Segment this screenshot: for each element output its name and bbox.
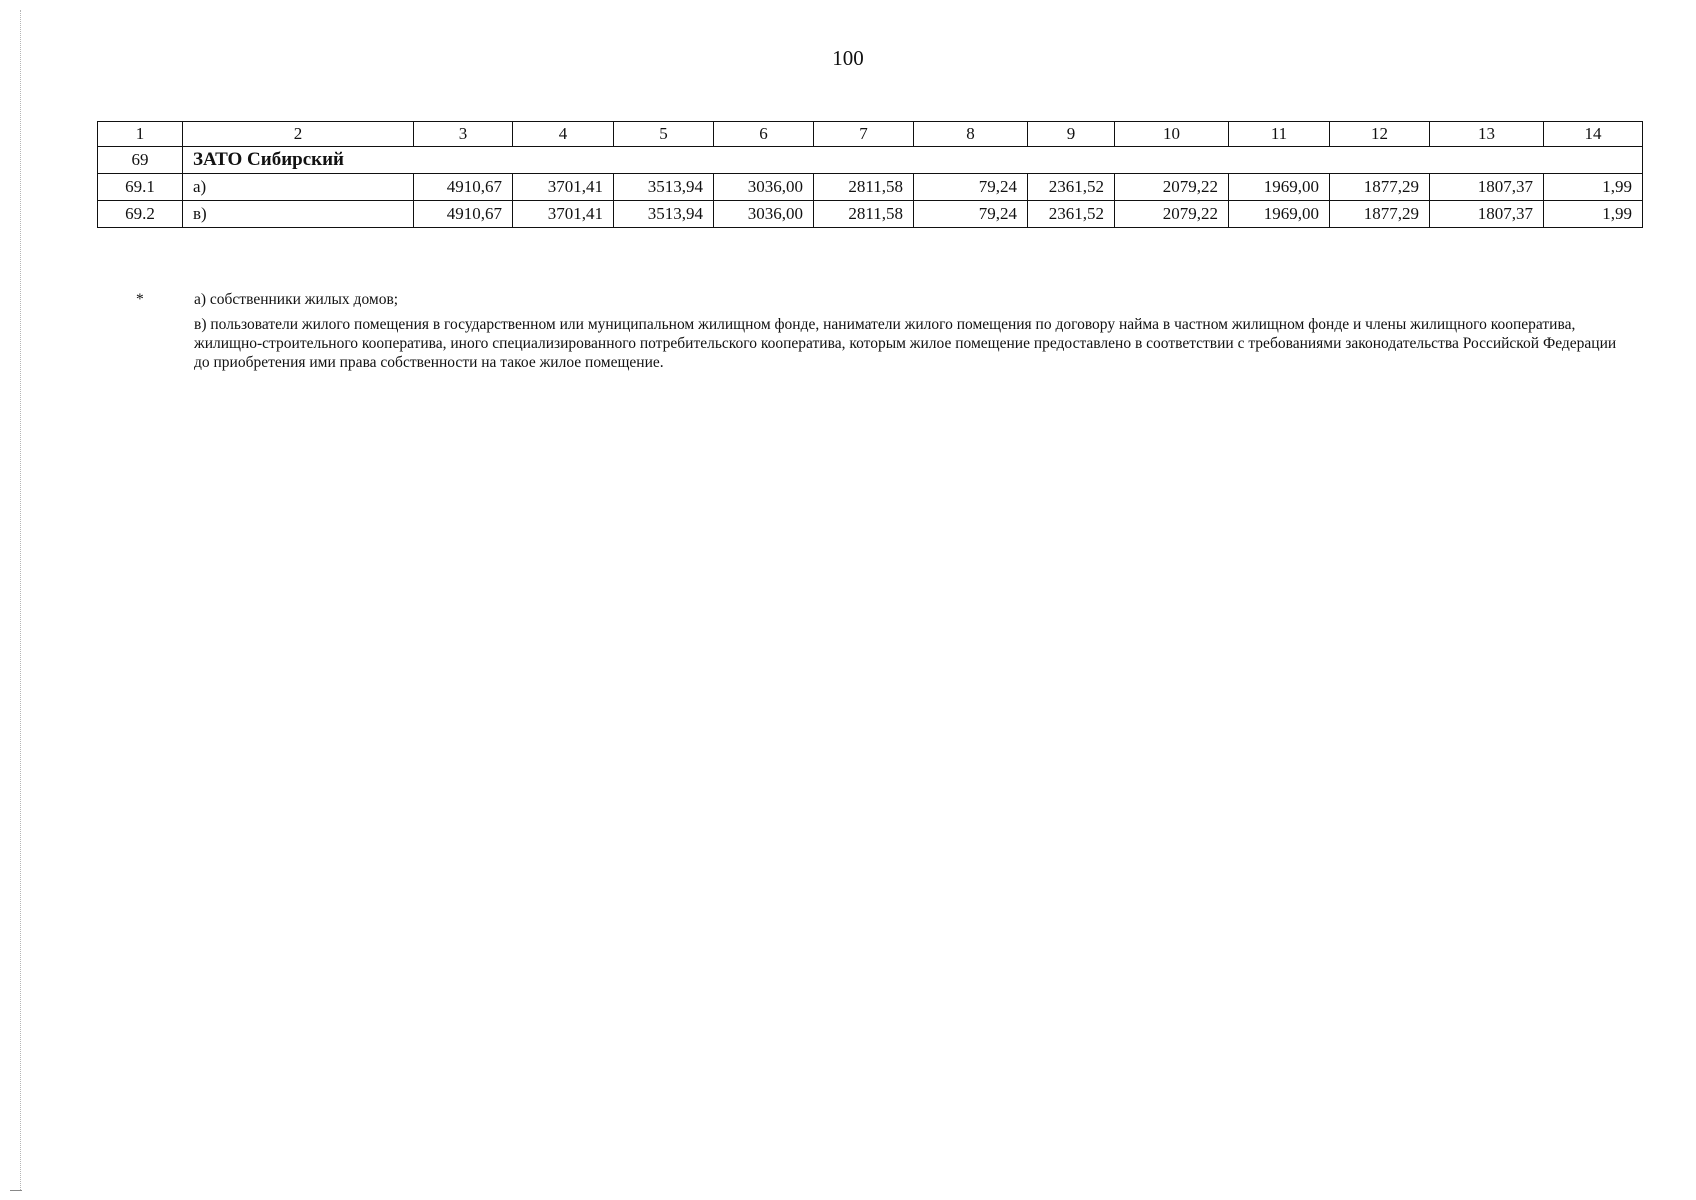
- value-cell: 3513,94: [614, 174, 714, 201]
- value-cell: 4910,67: [414, 174, 513, 201]
- value-cell: 1877,29: [1330, 201, 1430, 228]
- value-cell: 79,24: [914, 201, 1028, 228]
- value-cell: 2079,22: [1115, 201, 1229, 228]
- value-cell: 3513,94: [614, 201, 714, 228]
- row-category-cell: а): [183, 174, 414, 201]
- value-cell: 1,99: [1544, 174, 1643, 201]
- column-number-cell: 8: [914, 122, 1028, 147]
- footnote-item-v: в) пользователи жилого помещения в государственном или муниципальном жилищном фонде, наниматели жилого помещения по договору найма в частном жилищном фонде и члены жилищного кооператива, жилищно-строительного кооператива, иного специализированного потребительского кооператива, которым жилое помещение предоставлено в соответствии с требованиями законодательства Российской Федерации до приобретения ими права собственности на такое жилое помещение.: [194, 316, 1617, 371]
- column-number-cell: 7: [814, 122, 914, 147]
- column-number-cell: 5: [614, 122, 714, 147]
- value-cell: 2811,58: [814, 174, 914, 201]
- value-cell: 3701,41: [513, 201, 614, 228]
- value-cell: 1,99: [1544, 201, 1643, 228]
- table-row: [98, 201, 1643, 228]
- column-number-row: [98, 122, 1643, 147]
- footnote: [136, 290, 1626, 378]
- value-cell: 4910,67: [414, 201, 513, 228]
- footnote-marker: *: [136, 291, 144, 308]
- row-code-cell: 69.1: [98, 174, 183, 201]
- scan-corner-mark: [10, 1190, 22, 1191]
- page-number: 100: [832, 46, 864, 70]
- column-number-cell: 1: [98, 122, 183, 147]
- value-cell: 2811,58: [814, 201, 914, 228]
- group-name-cell: ЗАТО Сибирский: [183, 147, 1643, 174]
- row-code-cell: 69.2: [98, 201, 183, 228]
- table-row: [98, 174, 1643, 201]
- value-cell: 3036,00: [714, 201, 814, 228]
- value-cell: 2361,52: [1028, 201, 1115, 228]
- value-cell: 2079,22: [1115, 174, 1229, 201]
- row-category-cell: в): [183, 201, 414, 228]
- scan-edge-line: [20, 10, 21, 1190]
- column-number-cell: 9: [1028, 122, 1115, 147]
- column-number-cell: 11: [1229, 122, 1330, 147]
- value-cell: 3701,41: [513, 174, 614, 201]
- value-cell: 1969,00: [1229, 201, 1330, 228]
- value-cell: 1807,37: [1430, 174, 1544, 201]
- value-cell: 1877,29: [1330, 174, 1430, 201]
- value-cell: 79,24: [914, 174, 1028, 201]
- value-cell: 2361,52: [1028, 174, 1115, 201]
- column-number-cell: 14: [1544, 122, 1643, 147]
- value-cell: 1807,37: [1430, 201, 1544, 228]
- column-number-cell: 3: [414, 122, 513, 147]
- column-number-cell: 6: [714, 122, 814, 147]
- column-number-cell: 12: [1330, 122, 1430, 147]
- column-number-cell: 13: [1430, 122, 1544, 147]
- footnote-item-a: а) собственники жилых домов;: [194, 291, 399, 308]
- rates-table: [97, 121, 1643, 228]
- value-cell: 3036,00: [714, 174, 814, 201]
- column-number-cell: 4: [513, 122, 614, 147]
- group-code-cell: 69: [98, 147, 183, 174]
- value-cell: 1969,00: [1229, 174, 1330, 201]
- column-number-cell: 2: [183, 122, 414, 147]
- column-number-cell: 10: [1115, 122, 1229, 147]
- group-row: [98, 147, 1643, 174]
